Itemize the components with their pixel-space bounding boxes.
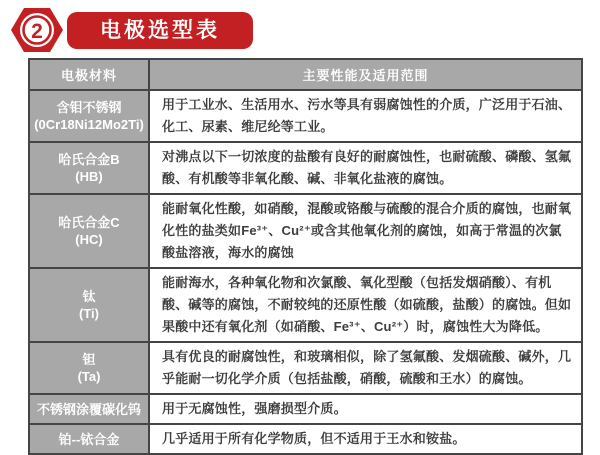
page-header	[0, 0, 600, 55]
description-cell: 对沸点以下一切浓度的盐酸有良好的耐腐蚀性，也耐硫酸、磷酸、氢氟酸、有机酸等非氧化酸、碱、非氧化盐液的腐蚀。	[149, 142, 582, 194]
col-header-performance: 主要性能及适用范围	[149, 59, 582, 90]
description-cell: 用于无腐蚀性，强磨损型介质。	[149, 394, 582, 424]
material-name: 不锈钢涂覆碳化钨	[36, 401, 141, 417]
banner-title: 电极选型表	[67, 12, 253, 49]
table-row	[29, 194, 582, 268]
material-code: (Ti)	[79, 306, 99, 321]
material-cell	[29, 194, 149, 268]
table-container	[28, 58, 583, 455]
description-cell: 用于工业水、生活用水、污水等具有弱腐蚀性的介质，广泛用于石油、化工、尿素、维尼纶等工业。	[149, 90, 582, 142]
table-row	[29, 142, 582, 194]
table-row	[29, 424, 582, 454]
col-header-material: 电极材料	[29, 59, 149, 90]
table-row	[29, 90, 582, 142]
material-name: 铂--铱合金	[58, 431, 120, 447]
material-name: 哈氏合金C	[58, 215, 120, 230]
table-row	[29, 268, 582, 342]
material-code: (HB)	[75, 169, 103, 184]
material-code: (Ta)	[77, 369, 101, 384]
badge-number: 2	[31, 20, 43, 43]
material-code: (HC)	[75, 232, 103, 247]
material-cell	[29, 424, 149, 454]
material-cell	[29, 394, 149, 424]
electrode-selection-table	[28, 58, 583, 455]
number-badge-icon	[9, 5, 65, 55]
description-cell: 能耐氧化性酸，如硝酸，混酸或铬酸与硫酸的混合介质的腐蚀，也耐氧化性的盐类如Fe³⁺、Cu²⁺或含其他氧化剂的腐蚀，如高于常温的次氯酸盐溶液，海水的腐蚀	[149, 194, 582, 268]
material-cell	[29, 142, 149, 194]
material-cell	[29, 342, 149, 394]
material-name: 含钼不锈钢	[56, 100, 122, 115]
material-cell	[29, 90, 149, 142]
material-code: (0Cr18Ni12Mo2Ti)	[34, 117, 144, 132]
table-header-row	[29, 59, 582, 90]
description-cell: 几乎适用于所有化学物质，但不适用于王水和铵盐。	[149, 424, 582, 454]
table-row	[29, 342, 582, 394]
description-cell: 能耐海水，各种氧化物和次氯酸、氧化型酸（包括发烟硝酸）、有机酸、碱等的腐蚀，不耐较纯的还原性酸（如硫酸，盐酸）的腐蚀。但如果酸中还有氧化剂（如硝酸、Fe³⁺、Cu²⁺）时，腐蚀性大为降低。	[149, 268, 582, 342]
description-cell: 具有优良的耐腐蚀性，和玻璃相似，除了氢氟酸、发烟硫酸、碱外，几乎能耐一切化学介质（包括盐酸，硝酸，硫酸和王水）的腐蚀。	[149, 342, 582, 394]
material-name: 钽	[82, 352, 96, 367]
material-name: 哈氏合金B	[58, 152, 120, 167]
material-name: 钛	[82, 289, 96, 304]
material-cell	[29, 268, 149, 342]
table-row	[29, 394, 582, 424]
